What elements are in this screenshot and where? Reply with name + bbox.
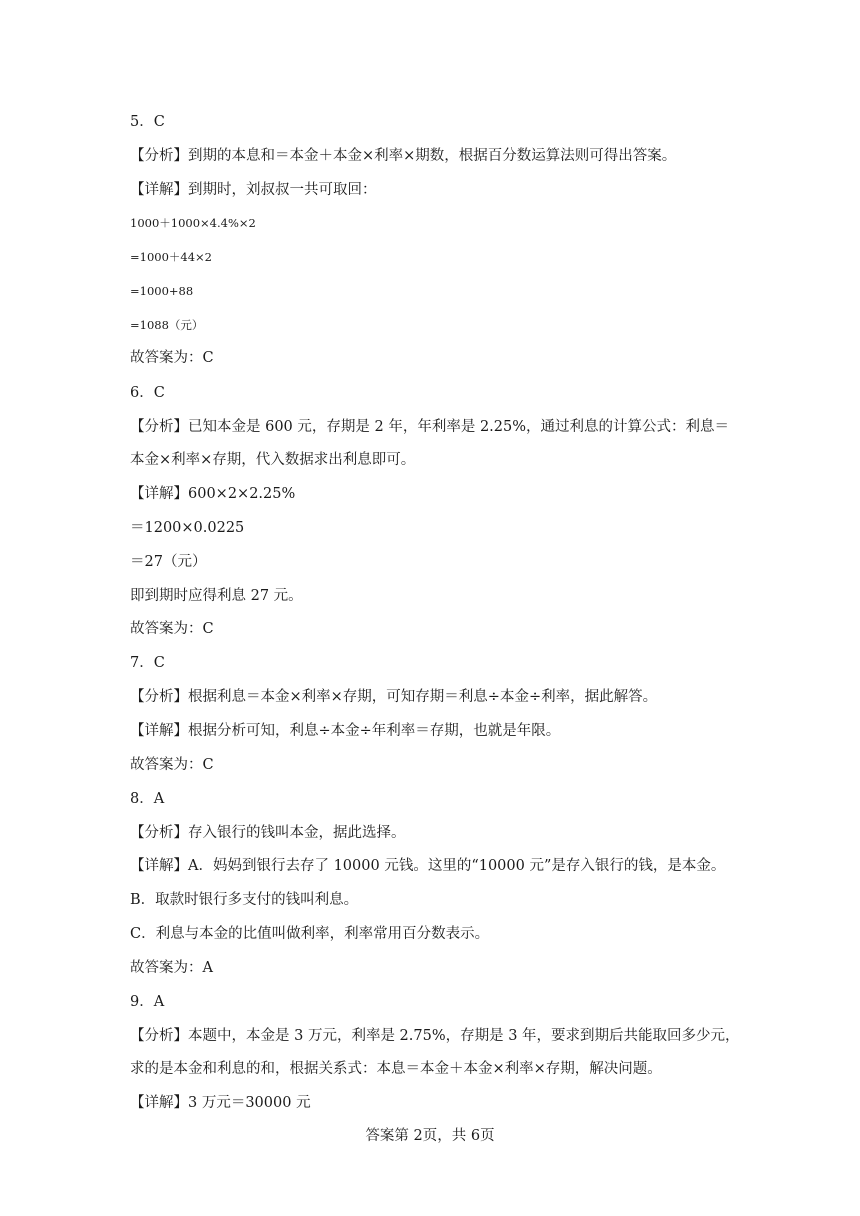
answer-number-7: 7．C — [130, 655, 165, 671]
answer-number-5: 5．C — [130, 114, 165, 130]
answer-number-9: 9．A — [130, 994, 165, 1010]
equation-line: =1000+88 — [130, 284, 194, 298]
equation-line: =1088（元） — [130, 318, 204, 332]
solution-8: 【详解】A．妈妈到银行去存了 10000 元钱。这里的“10000 元”是存入银行的钱，是本金。 — [130, 858, 726, 874]
solution-6: 【详解】600×2×2.25% — [130, 486, 296, 502]
equation-line: =1000＋44×2 — [130, 250, 212, 264]
solution-5: 【详解】到期时，刘叔叔一共可取回： — [130, 182, 377, 198]
answer-number-6: 6．C — [130, 385, 165, 401]
analysis-7: 【分析】根据利息＝本金×利率×存期，可知存期＝利息÷本金÷利率，据此解答。 — [130, 689, 658, 705]
equation-line: 1000＋1000×4.4%×2 — [130, 216, 256, 230]
solution-8-option-b: B．取款时银行多支付的钱叫利息。 — [130, 892, 359, 908]
analysis-5: 【分析】到期的本息和＝本金＋本金×利率×期数，根据百分数运算法则可得出答案。 — [130, 148, 677, 164]
conclusion-6: 即到期时应得利息 27 元。 — [130, 588, 303, 604]
analysis-8: 【分析】存入银行的钱叫本金，据此选择。 — [130, 825, 406, 841]
final-answer-8: 故答案为：A — [130, 960, 213, 976]
analysis-6: 【分析】已知本金是 600 元，存期是 2 年，年利率是 2.25%，通过利息的计算公式：利息＝ — [130, 419, 730, 435]
final-answer-7: 故答案为：C — [130, 757, 214, 773]
analysis-6-cont: 本金×利率×存期，代入数据求出利息即可。 — [130, 452, 416, 468]
equation-line: ＝1200×0.0225 — [130, 520, 245, 536]
page-footer: 答案第 2页，共 6页 — [365, 1128, 495, 1144]
equation-line: ＝27（元） — [130, 554, 207, 570]
final-answer-5: 故答案为：C — [130, 350, 214, 366]
analysis-9: 【分析】本题中，本金是 3 万元，利率是 2.75%，存期是 3 年，要求到期后共能取回多少元， — [130, 1028, 740, 1044]
solution-8-option-c: C．利息与本金的比值叫做利率，利率常用百分数表示。 — [130, 926, 490, 942]
solution-7: 【详解】根据分析可知，利息÷本金÷年利率＝存期，也就是年限。 — [130, 723, 561, 739]
final-answer-6: 故答案为：C — [130, 621, 214, 637]
answer-number-8: 8．A — [130, 791, 165, 807]
solution-9: 【详解】3 万元＝30000 元 — [130, 1095, 311, 1111]
analysis-9-cont: 求的是本金和利息的和，根据关系式：本息＝本金＋本金×利率×存期，解决问题。 — [130, 1061, 662, 1077]
